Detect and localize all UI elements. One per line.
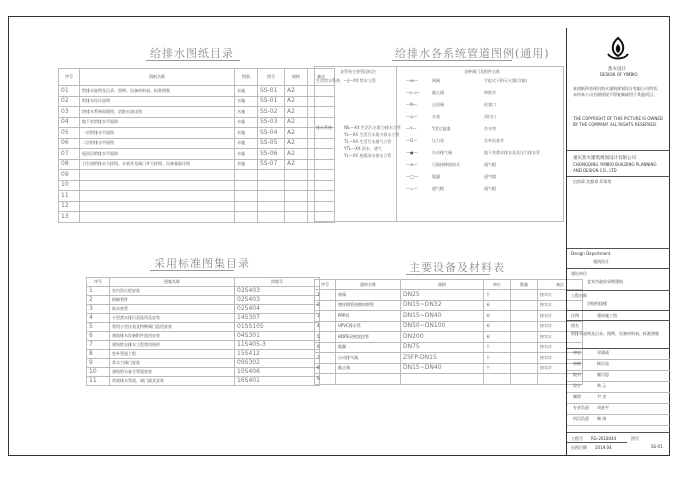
cell-name: 给排水说明及目录、图例、设备材料表、标准图集 — [80, 86, 235, 97]
title-block — [566, 28, 670, 456]
cell-code: SS-07 — [258, 159, 285, 170]
column-header: 器材名称 — [336, 280, 401, 290]
company-name-cn: 重庆焦火建筑规划设计有限公司 — [573, 156, 636, 161]
cell-qty — [511, 342, 538, 353]
cell-no: 8 — [315, 363, 336, 374]
cell-no: 1 — [87, 287, 110, 296]
table-row — [315, 290, 583, 301]
cell-cat: 水施 — [235, 117, 258, 128]
cell-no: 7 — [315, 353, 336, 364]
cell-name — [80, 170, 235, 181]
column-header: 规格 — [401, 280, 484, 290]
legend-line-item: WL—XX 生活污水重力排水立管 — [344, 125, 401, 130]
cell-no: 02 — [59, 96, 80, 107]
cell-no: 06 — [59, 138, 80, 149]
cell-qty — [511, 321, 538, 332]
scale-value: 建筑施工图 — [597, 313, 617, 318]
logo-text: 焦火设计 — [608, 67, 626, 72]
column-header: 规格 — [285, 69, 308, 86]
title-underline — [392, 60, 512, 61]
cell-size — [285, 191, 308, 202]
cell-qty — [511, 363, 538, 374]
cell-qty — [511, 332, 538, 343]
legend-symbol-label: Y型过滤器 — [432, 126, 451, 131]
cell-no: 4 — [315, 321, 336, 332]
column-header: 序号 — [59, 69, 80, 86]
legend-symbol: —O— — [406, 138, 418, 143]
cell-code — [258, 180, 285, 191]
cell-spec: ZSFP-DN15 — [401, 353, 484, 364]
cell-cat: 水施 — [235, 149, 258, 160]
legend-symbol-label-2: 伸缩节 — [484, 90, 496, 95]
cell-no: 05 — [59, 128, 80, 139]
cell-name: 防水套管 — [110, 305, 235, 314]
table-row — [59, 201, 335, 212]
cell-name — [80, 201, 235, 212]
staff-name: 黄 云 — [597, 383, 607, 388]
cell-no: 6 — [315, 342, 336, 353]
legend-symbol: —◯— — [406, 174, 419, 179]
cell-unit — [484, 374, 511, 385]
company-name-en: CHONGQING YIMBIO BUILDING PLANNING AND DESIGN CO., LTD — [573, 162, 657, 173]
legend-symbol: —Y— — [406, 126, 417, 131]
cell-name: 二层给排水平面图 — [80, 138, 235, 149]
cell-spec: DN75 — [401, 342, 484, 353]
cell-size: A2 — [285, 96, 308, 107]
table-row — [59, 149, 335, 160]
project-label: 工程名称 — [571, 293, 587, 298]
table-header — [87, 278, 320, 287]
cell-name: 闸阀 — [336, 290, 401, 301]
legend-symbol-label-2: 清扫口 — [484, 114, 496, 119]
cell-size — [285, 170, 308, 181]
cell-no: 08 — [59, 159, 80, 170]
cell-no: 1 — [315, 290, 336, 301]
table-row — [59, 96, 335, 107]
table-row — [59, 138, 335, 149]
column-header: 图别 — [235, 69, 258, 86]
cell-code: 14S307 — [235, 314, 320, 323]
cell-spec: DN200 — [401, 332, 484, 343]
legend-group-label: 排水系统 — [316, 125, 332, 130]
column-header: 图号 — [258, 69, 285, 86]
cell-code: SS-04 — [258, 128, 285, 139]
sign-label: 出图章 注册章 印章用 — [573, 179, 612, 184]
cell-code: 15S412 — [235, 350, 320, 359]
table-row — [59, 170, 335, 181]
cell-code: 01SS105 — [235, 323, 320, 332]
legend-symbol-label: 可曲挠橡胶接头 — [432, 162, 460, 167]
cell-no: 13 — [59, 212, 80, 223]
cell-name: 建筑排水设备附件选用安装 — [110, 332, 235, 341]
cell-spec: DN15~DN40 — [401, 311, 484, 322]
cell-name: 室内消火栓安装 — [110, 287, 235, 296]
cell-name: 给排水系统原理图、消防水池详图 — [80, 107, 235, 118]
legend-symbol-label: 地漏 — [432, 174, 440, 179]
table-header — [315, 280, 583, 290]
cell-no: 6 — [87, 332, 110, 341]
cell-note: 按实计 — [538, 363, 583, 374]
cell-note: 按实计 — [538, 342, 583, 353]
cell-name: 建筑给水复合管道安装 — [110, 368, 235, 377]
legend-symbol-label: 水表 — [432, 114, 440, 119]
cell-note: 按实计 — [538, 332, 583, 343]
stage-value: RG-2018044 — [591, 436, 617, 441]
cell-code — [258, 191, 285, 202]
legend-symbol-label: 止回阀 — [432, 102, 444, 107]
cell-no: 2 — [315, 300, 336, 311]
dept-name: 建筑设计 — [593, 259, 609, 264]
legend-symbol-label: 闸阀 — [432, 78, 440, 83]
column-header: 图集号 — [235, 278, 320, 287]
cell-cat: 水施 — [235, 159, 258, 170]
staff-name: 邓建成 — [597, 350, 609, 355]
legend-symbol-label-2: 通气帽 — [484, 174, 496, 179]
cell-no: 10 — [59, 180, 80, 191]
legend-symbol-label-2: 室外检查井 — [484, 138, 504, 143]
cell-cat — [235, 201, 258, 212]
cell-code: 16S401 — [235, 377, 320, 386]
cell-no: 4 — [87, 314, 110, 323]
legend-group-label: 生活给水系统 — [316, 78, 340, 83]
table-row — [59, 212, 335, 223]
legend-symbol-label-2: 手提式干粉灭火器(含箱) — [484, 78, 528, 83]
drawing-index-table — [58, 68, 335, 223]
cell-no: 7 — [87, 341, 110, 350]
std-atlas-table — [86, 277, 320, 386]
cell-name — [80, 180, 235, 191]
cell-size — [285, 180, 308, 191]
cell-name: 常规排水管道、阀门器具安装 — [110, 377, 235, 386]
cell-name: 给排水设计说明 — [80, 96, 235, 107]
legend-symbol-label: 截止阀 — [432, 90, 444, 95]
cell-qty — [511, 374, 538, 385]
legend-line-item: YL—XX 生活污水重力排水立管 — [344, 132, 400, 137]
legend-col-header: 各系统主要管段标注 — [340, 69, 376, 74]
table-row — [87, 323, 320, 332]
legend-symbol: —⋈— — [406, 78, 418, 83]
cell-code — [258, 170, 285, 181]
column-header: 备注 — [538, 280, 583, 290]
table-row — [59, 86, 335, 97]
cell-size — [285, 201, 308, 212]
cell-spec — [401, 374, 484, 385]
cell-code — [258, 201, 285, 212]
cell-note: 按实计 — [538, 311, 583, 322]
staff-name: 谢可思 — [597, 372, 609, 377]
copyright-en: THE COPYRIGHT OF THIS PICTURE IS OWNED BY THE COMPANY. ALL RIGHTS RESERVED. — [573, 116, 663, 127]
legend-symbol-label-2: 通气帽 — [484, 162, 496, 167]
cell-cat — [235, 212, 258, 223]
cell-unit: 米 — [484, 300, 511, 311]
cell-code: 04S301 — [235, 332, 320, 341]
table-row — [87, 296, 320, 305]
legend-divider — [396, 66, 397, 222]
cell-name: HDPE双壁波纹管 — [336, 332, 401, 343]
project-name: 学校科技楼 — [587, 301, 607, 306]
cell-qty — [511, 290, 538, 301]
staff-role: 校对 — [573, 372, 581, 377]
copyright-cn: 本图纸所有权归焦火建筑规划设计有限公司所有，未经本公司书面授权不得复制或用于其他项目。 — [573, 86, 661, 97]
cell-name — [336, 374, 401, 385]
table-row — [59, 191, 335, 202]
cell-cat — [235, 180, 258, 191]
column-header: 序号 — [315, 280, 336, 290]
cell-no: 5 — [87, 323, 110, 332]
cell-note: 按实计 — [538, 353, 583, 364]
column-header: 图集名称 — [110, 278, 235, 287]
cell-unit: 个 — [484, 353, 511, 364]
cell-code: SS-01 — [258, 86, 285, 97]
table-row — [87, 305, 320, 314]
column-header: 数量 — [511, 280, 538, 290]
cell-no: 2 — [87, 296, 110, 305]
cell-note: 按实计 — [538, 321, 583, 332]
column-header: 图纸名称 — [80, 69, 235, 86]
table-row — [315, 311, 583, 322]
cell-name: 截止阀 — [336, 363, 401, 374]
cell-cat: 水施 — [235, 138, 258, 149]
scale-label: 比例 — [571, 313, 579, 318]
cell-cat — [235, 191, 258, 202]
legend-symbol: —N— — [406, 102, 417, 107]
cell-no: 12 — [59, 201, 80, 212]
table-row — [315, 332, 583, 343]
cell-code: 02S403 — [235, 296, 320, 305]
cell-code: SS-01 — [258, 96, 285, 107]
company-logo — [603, 36, 633, 62]
cell-size: A2 — [285, 117, 308, 128]
legend-col-header: 各种阀门及附件名称 — [464, 69, 500, 74]
cell-cat — [235, 170, 258, 181]
cell-cat: 水施 — [235, 86, 258, 97]
legend-symbol: —▷◁— — [406, 90, 421, 95]
title-underline — [146, 60, 240, 61]
cell-qty — [511, 353, 538, 364]
table-row — [59, 107, 335, 118]
table-row — [315, 342, 583, 353]
table-row — [87, 359, 320, 368]
cell-name: 钢制管件 — [110, 296, 235, 305]
cell-no: 11 — [87, 377, 110, 386]
staff-role: 制图 — [573, 394, 581, 399]
legend-symbol: —●— — [406, 150, 418, 155]
equipment-title: 主要设备及材料表 — [409, 261, 505, 274]
cell-spec: DN25 — [401, 290, 484, 301]
std-atlas-title: 采用标准图集目录 — [154, 257, 250, 270]
cell-spec: DN15~DN40 — [401, 363, 484, 374]
legend-line-item: YL—XX 屋面雨水排水立管 — [344, 153, 392, 158]
cell-cat: 水施 — [235, 107, 258, 118]
cell-no: 5 — [315, 332, 336, 343]
cell-no: 10 — [87, 368, 110, 377]
table-row — [87, 332, 320, 341]
title-underline — [406, 274, 490, 275]
cell-unit: 米 — [484, 311, 511, 322]
cell-size — [285, 212, 308, 223]
legend-symbol: —◎— — [406, 114, 418, 119]
cell-no: 9 — [87, 359, 110, 368]
date-value: 2019.04 — [595, 445, 612, 450]
cell-name: 一层给排水平面图 — [80, 128, 235, 139]
cell-unit: 米 — [484, 321, 511, 332]
cell-size: A2 — [285, 86, 308, 97]
cell-name — [80, 212, 235, 223]
cell-code: 10S406 — [235, 368, 320, 377]
drawing-index-title: 给排水图纸目录 — [150, 47, 234, 60]
column-header: 备注 — [308, 69, 335, 86]
cell-code: SS-06 — [258, 149, 285, 160]
table-row — [315, 374, 583, 385]
drawing-label: 图名 — [571, 323, 579, 328]
cell-name: 小型潜水排污泵选用及安装 — [110, 314, 235, 323]
cell-no: 3 — [87, 305, 110, 314]
cell-no: 09 — [59, 170, 80, 181]
cell-no: 01 — [59, 86, 80, 97]
cell-no: 11 — [59, 191, 80, 202]
table-row — [315, 321, 583, 332]
cell-no: 03 — [59, 107, 80, 118]
cell-name: 地漏 — [336, 342, 401, 353]
legend-title: 给排水各系统管道图例(通用) — [395, 47, 550, 60]
cell-name: 镀锌钢管热镀锌钢管 — [336, 300, 401, 311]
cell-size: A2 — [285, 138, 308, 149]
legend-symbol-label: 压力表 — [432, 138, 444, 143]
table-row — [87, 350, 320, 359]
legend-area — [314, 66, 564, 222]
cell-no: 04 — [59, 117, 80, 128]
legend-symbol-label-2: 地下室潜水排水泵及压力排水管 — [484, 150, 540, 155]
cell-no: 07 — [59, 149, 80, 160]
cell-name: 卫生间给排水大样图、水表井及阀门井大样图、设备基础详图 — [80, 159, 235, 170]
cell-unit: 个 — [484, 342, 511, 353]
construction-label: 建设单位 — [571, 271, 587, 276]
table-row — [315, 363, 583, 374]
cell-spec: DN15~DN32 — [401, 300, 484, 311]
sheet-label: 图号 — [631, 436, 639, 441]
table-row — [59, 128, 335, 139]
cell-size: A2 — [285, 107, 308, 118]
cell-name: 室外管道工程 — [110, 350, 235, 359]
legend-symbol-label: 自动排气阀 — [432, 150, 452, 155]
legend-line-item: YTL—XX 雨水、通气 — [344, 146, 382, 151]
cell-name: 常水力阀门安装 — [110, 359, 235, 368]
cell-code: SS-02 — [258, 107, 285, 118]
table-row — [87, 377, 320, 386]
cell-unit: 个 — [484, 290, 511, 301]
cell-code — [258, 212, 285, 223]
logo-subtext: DESIGN OF YIMBIO — [600, 72, 638, 77]
legend-line-item: TL—XX 生活污水通气立管 — [344, 139, 392, 144]
construction-name: 宜宾市政府采购建筑 — [587, 279, 623, 284]
legend-symbol: —⊗— — [406, 162, 418, 167]
legend-symbol-label-2: 通气帽 — [484, 186, 496, 191]
staff-name: 杨宗良 — [597, 361, 609, 366]
cell-size: A2 — [285, 149, 308, 160]
staff-role: 项目负责 — [573, 416, 589, 421]
cell-name: 自动排气阀 — [336, 353, 401, 364]
table-row — [87, 341, 320, 350]
staff-name: 刘金平 — [597, 405, 609, 410]
legend-symbol-label-2: 检查口 — [484, 102, 496, 107]
table-row — [59, 159, 335, 170]
cell-no: 8 — [87, 350, 110, 359]
cell-unit: 个 — [484, 363, 511, 374]
title-underline — [150, 270, 234, 271]
table-row — [87, 287, 320, 296]
cell-name: 常用小型仪表及特种阀门选用安装 — [110, 323, 235, 332]
cell-code: 11S405-3 — [235, 341, 320, 350]
cell-code: 02S404 — [235, 305, 320, 314]
table-row — [315, 353, 583, 364]
column-header: 单位 — [484, 280, 511, 290]
cell-note: 按实计 — [538, 290, 583, 301]
legend-symbol: —⊥— — [406, 186, 418, 191]
table-row — [87, 368, 320, 377]
cell-name: 屋顶层给排水平面图 — [80, 149, 235, 160]
table-header — [59, 69, 335, 86]
cell-qty — [511, 300, 538, 311]
column-header: 序号 — [87, 278, 110, 287]
cell-spec: DN50~DN100 — [401, 321, 484, 332]
legend-symbol-label: 通气帽 — [432, 186, 444, 191]
cell-cat: 水施 — [235, 128, 258, 139]
legend-symbol-label-2: 存水弯 — [484, 126, 496, 131]
cell-note: 按实计 — [538, 300, 583, 311]
cell-no: 9 — [315, 374, 336, 385]
cell-name: 地下室给排水平面图 — [80, 117, 235, 128]
cell-name: UPVC排水管 — [336, 321, 401, 332]
cell-qty — [511, 311, 538, 322]
cell-unit: 米 — [484, 332, 511, 343]
cell-name: 建筑给水排水工程常用图形 — [110, 341, 235, 350]
cell-name: PPR管 — [336, 311, 401, 322]
cell-size: A2 — [285, 159, 308, 170]
sheet-value: SS-01 — [651, 444, 663, 449]
cell-code: SS-05 — [258, 138, 285, 149]
cell-size: A2 — [285, 128, 308, 139]
staff-role: 审定 — [573, 350, 581, 355]
cell-code: 02S403 — [235, 287, 320, 296]
table-row — [59, 180, 335, 191]
staff-name: 尹 杰 — [597, 394, 607, 399]
cell-code: SS-03 — [258, 117, 285, 128]
staff-role: 审核 — [573, 361, 581, 366]
table-row — [315, 300, 583, 311]
equipment-table — [314, 279, 583, 385]
table-row — [59, 117, 335, 128]
dept-label: Design Department — [571, 251, 611, 256]
stage-label: 工程号 — [571, 436, 583, 441]
staff-name: 韩 涛 — [597, 416, 607, 421]
staff-role: 专业负责 — [573, 405, 589, 410]
cell-code: 09S302 — [235, 359, 320, 368]
drawing-name: 给排水说明及目录、图例、设备材料表、标准图集 — [571, 331, 659, 336]
date-label: 出图日期 — [571, 445, 587, 450]
legend-line-item: —J—XX 给水立管 — [344, 78, 376, 83]
cell-name — [80, 191, 235, 202]
cell-no: 3 — [315, 311, 336, 322]
cell-cat: 水施 — [235, 96, 258, 107]
table-row — [87, 314, 320, 323]
staff-role: 设计 — [573, 383, 581, 388]
